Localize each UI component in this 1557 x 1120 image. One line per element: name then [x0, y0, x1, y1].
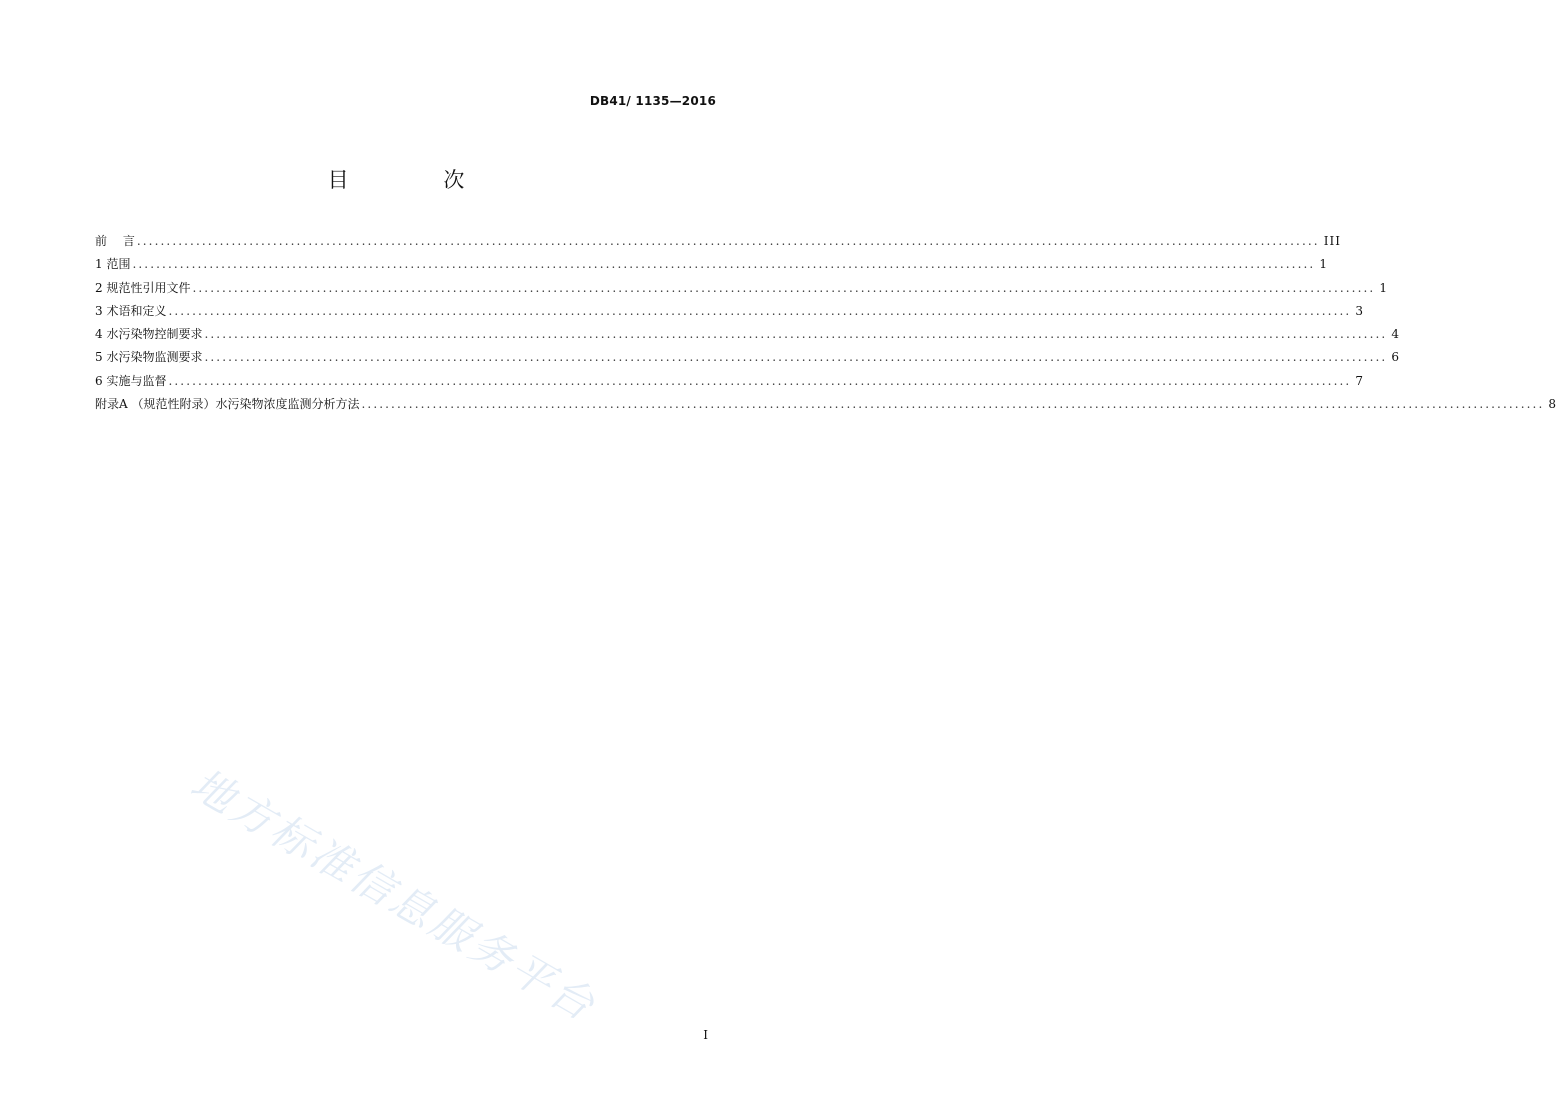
toc-entry-page: 1 [1379, 280, 1388, 295]
toc-leader-dots: ........................................................................................................................................................................................................ [204, 350, 1388, 365]
toc-entry-page: III [1323, 234, 1341, 248]
toc-entry-implementation[interactable] [95, 370, 1364, 393]
toc-entry-scope[interactable] [95, 253, 1328, 276]
document-id: DB41/ 1135—2016 [589, 94, 716, 108]
toc-entry-label: 5 水污染物监测要求 [95, 350, 203, 365]
toc-title: 目 次 [327, 168, 509, 192]
toc-entry-label: 4 水污染物控制要求 [95, 327, 203, 342]
toc-leader-dots: ........................................................................................................................................................................................................ [204, 327, 1388, 342]
toc-entry-page: 6 [1391, 350, 1400, 365]
page-number: I [703, 1028, 708, 1042]
toc-entry-label: 前 言 [95, 234, 135, 248]
toc-entry-label: 3 术语和定义 [95, 303, 167, 318]
toc-entry-page: 4 [1391, 327, 1400, 342]
toc-leader-dots: ........................................................................................................................................................................................................ [168, 373, 1352, 388]
toc-leader-dots: ........................................................................................................................................................................................................ [168, 303, 1352, 318]
toc-entry-normative-references[interactable] [95, 277, 1388, 300]
toc-leader-dots: ........................................................................................................................................................................................................ [192, 280, 1376, 295]
toc-entry-foreword[interactable] [95, 230, 1341, 253]
toc-entry-appendix-a[interactable] [95, 393, 1557, 416]
toc-entry-label: 2 规范性引用文件 [95, 280, 191, 295]
table-of-contents [95, 230, 1557, 416]
toc-leader-dots: ........................................................................................................................................................................................................ [132, 257, 1316, 272]
toc-entry-page: 1 [1319, 257, 1328, 272]
toc-entry-label: 6 实施与监督 [95, 373, 167, 388]
toc-entry-label: 1 范围 [95, 257, 131, 272]
toc-entry-label: 附录A （规范性附录）水污染物浓度监测分析方法 [95, 397, 360, 412]
toc-entry-page: 8 [1548, 397, 1557, 412]
toc-entry-terms-definitions[interactable] [95, 300, 1364, 323]
toc-entry-page: 3 [1355, 303, 1364, 318]
watermark-text: 地方标准信息服务平台 [182, 758, 606, 1032]
toc-entry-page: 7 [1355, 373, 1364, 388]
toc-leader-dots: ........................................................................................................................................................................................................ [361, 397, 1545, 412]
toc-leader-dots: ........................................................................................................................................................................................................ [136, 234, 1320, 248]
toc-entry-pollutant-control[interactable] [95, 323, 1400, 346]
toc-entry-pollutant-monitoring[interactable] [95, 346, 1400, 369]
